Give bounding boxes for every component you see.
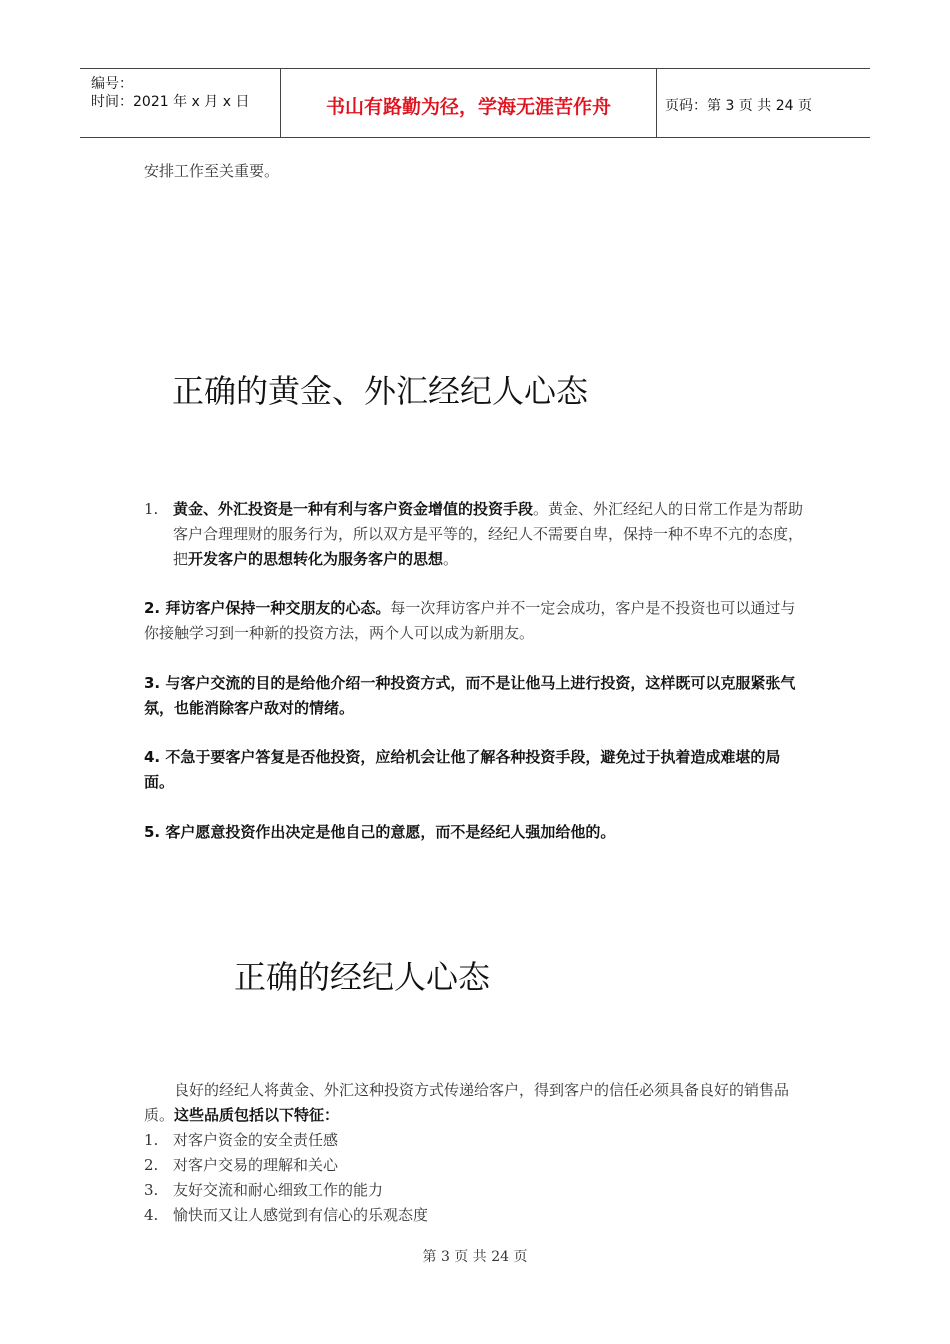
paragraph-body: 良好的经纪人将黄金、外汇这种投资方式传递给客户，得到客户的信任必须具备良好的销售品质。 (144, 1081, 790, 1124)
list-item: 5. 客户愿意投资作出决定是他自己的意愿，而不是经纪人强加给他的。 (144, 823, 616, 841)
section1-title: 正确的黄金、外汇经纪人心态 (172, 372, 589, 410)
list-item: 3. 与客户交流的目的是给他介绍一种投资方式，而不是让他马上进行投资，这样既可以克服紧张气氛，也能消除客户敌对的情绪。 (144, 674, 796, 717)
list-item (144, 596, 808, 646)
list-item (144, 1128, 428, 1153)
qualities-list (144, 1128, 428, 1228)
item-text: 友好交流和耐心细致工作的能力 (173, 1181, 384, 1199)
section2-paragraph (144, 1078, 808, 1128)
item-number: 1. (144, 500, 159, 518)
list-item (144, 1203, 428, 1228)
header-meta (80, 69, 280, 137)
page-header (80, 68, 870, 138)
header-motto-cell (280, 69, 657, 137)
list-item: 4. 不急于要客户答复是否他投资，应给机会让他了解各种投资手段，避免过于执着造成难堪的局面。 (144, 748, 781, 791)
item-bold-lead: 黄金、外汇投资是一种有利与客户资金增值的投资手段 (173, 500, 534, 518)
paragraph-bold: 这些品质包括以下特征： (174, 1106, 340, 1124)
item-bold-lead: 2. 拜访客户保持一种交朋友的心态。 (144, 599, 391, 617)
item-text: 对客户资金的安全责任感 (173, 1131, 339, 1149)
item-bold-phrase: 开发客户的思想转化为服务客户的思想 (188, 550, 444, 568)
item-text: 对客户交易的理解和关心 (173, 1156, 339, 1174)
list-item (144, 497, 808, 572)
intro-text: 安排工作至关重要。 (144, 162, 280, 180)
list-item (144, 1153, 428, 1178)
item-number: 1. (144, 1131, 159, 1149)
header-page-cell (656, 69, 870, 137)
list-item (144, 1178, 428, 1203)
header-code: 编号： (91, 76, 133, 92)
section2-title: 正确的经纪人心态 (234, 958, 491, 996)
item-text: 愉快而又让人感觉到有信心的乐观态度 (173, 1206, 429, 1224)
header-time: 时间：2021 年 x 月 x 日 (91, 94, 250, 110)
item-number: 2. (144, 1156, 159, 1174)
item-end: 。 (443, 550, 459, 568)
item-number: 4. (144, 1206, 159, 1224)
item-text (173, 497, 808, 572)
page-footer: 第 3 页 共 24 页 (422, 1249, 528, 1265)
item-number: 3. (144, 1181, 159, 1199)
header-page-info: 页码：第 3 页 共 24 页 (665, 98, 812, 114)
item-body: 每一次拜访客户并不一定会成功，客户是不投资也可以通过与你接触学习到一种新的投资方法，两个人可以成为新朋友。 (144, 599, 796, 642)
item-body: 。黄金、外汇经纪人的日常工作是为帮助客户合理理财的服务行为，所以双方是平等的，经纪人不需要自卑，保持一种不卑不亢的态度，把 (173, 500, 804, 568)
header-motto: 书山有路勤为径，学海无涯苦作舟 (325, 96, 611, 118)
